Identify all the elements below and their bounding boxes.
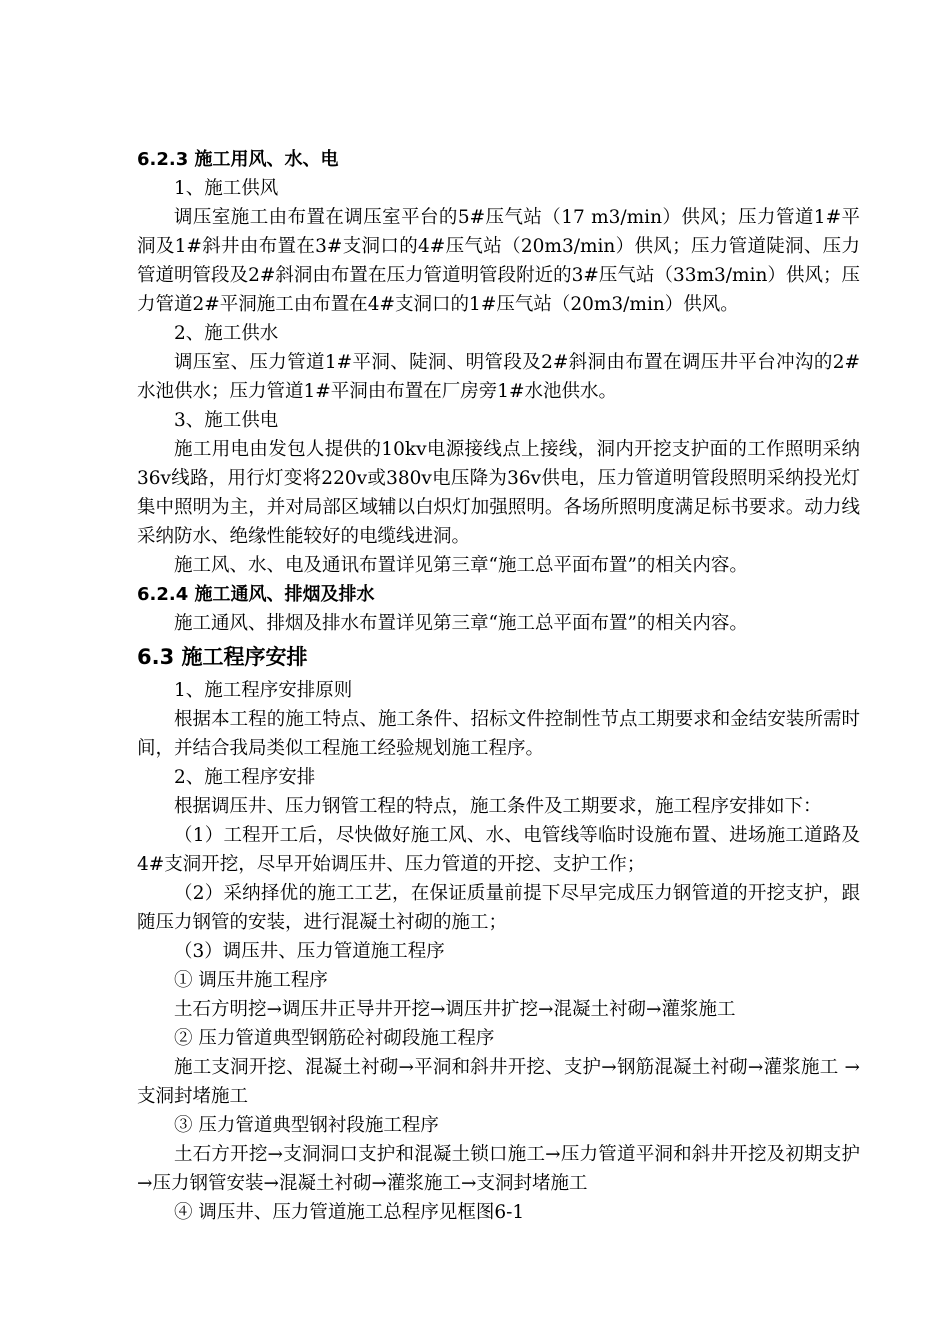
list-item-principles: 1、施工程序安排原则	[174, 680, 353, 701]
subitem-rc-lining-title: ② 压力管道典型钢筋砼衬砌段施工程序	[174, 1028, 495, 1049]
paragraph-water-supply: 调压室、压力管道1#平洞、陡洞、明管段及2#斜洞由布置在调压井平台冲沟的2#水池供水；压力管道1#平洞由布置在厂房旁1#水池供水。	[137, 352, 860, 402]
paragraph-arrangement-intro: 根据调压井、压力钢管工程的特点，施工条件及工期要求，施工程序安排如下：	[174, 796, 822, 817]
paragraph-layout-reference: 施工风、水、电及通讯布置详见第三章“施工总平面布置”的相关内容。	[174, 555, 748, 576]
list-item-wind-supply: 1、施工供风	[174, 178, 279, 199]
list-item-power-supply: 3、施工供电	[174, 410, 279, 431]
document-page	[137, 145, 860, 1227]
subitem-steel-lining-title: ③ 压力管道典型钢衬段施工程序	[174, 1115, 439, 1136]
list-item-water-supply: 2、施工供水	[174, 323, 279, 344]
subitem-overall-procedure: ④ 调压井、压力管道施工总程序见框图6-1	[174, 1202, 525, 1223]
paragraph-step-2: （2）采纳择优的施工工艺，在保证质量前提下尽早完成压力钢管道的开挖支护，跟随压力钢管的安装，进行混凝土衬砌的施工；	[137, 883, 860, 933]
paragraph-ventilation: 施工通风、排烟及排水布置详见第三章“施工总平面布置”的相关内容。	[174, 613, 748, 634]
section-heading-6-2-4: 6.2.4 施工通风、排烟及排水	[137, 584, 375, 605]
paragraph-principles: 根据本工程的施工特点、施工条件、招标文件控制性节点工期要求和金结安装所需时间，并结合我局类似工程施工经验规划施工程序。	[137, 709, 860, 759]
subitem-surge-shaft-title: ① 调压井施工程序	[174, 970, 328, 991]
paragraph-step-1: （1）工程开工后，尽快做好施工风、水、电管线等临时设施布置、进场施工道路及4#支洞开挖，尽早开始调压井、压力管道的开挖、支护工作；	[137, 825, 860, 875]
list-item-arrangement: 2、施工程序安排	[174, 767, 316, 788]
subitem-steel-lining-body: 土石方开挖→支洞洞口支护和混凝土锁口施工→压力管道平洞和斜井开挖及初期支护→压力钢管安装→混凝土衬砌→灌浆施工→支洞封堵施工	[137, 1144, 860, 1194]
section-heading-6-2-3: 6.2.3 施工用风、水、电	[137, 149, 339, 170]
subitem-rc-lining-body: 施工支洞开挖、混凝土衬砌→平洞和斜井开挖、支护→钢筋混凝土衬砌→灌浆施工 →支洞封堵施工	[137, 1057, 860, 1107]
paragraph-step-3: （3）调压井、压力管道施工程序	[174, 941, 445, 962]
paragraph-wind-supply: 调压室施工由布置在调压室平台的5#压气站（17 m3/min）供风；压力管道1#平洞及1#斜井由布置在3#支洞口的4#压气站（20m3/min）供风；压力管道陡洞、压力管道明管段及2#斜洞由布置在压力管道明管段附近的3#压气站（33m3/min）供风；压力管道2#平洞施工由布置在4#支洞口的1#压气站（20m3/min）供风。	[137, 207, 860, 315]
subitem-surge-shaft-body: 土石方明挖→调压井正导井开挖→调压井扩挖→混凝土衬砌→灌浆施工	[174, 999, 736, 1020]
paragraph-power-supply: 施工用电由发包人提供的10kv电源接线点上接线，洞内开挖支护面的工作照明采纳36v线路，用行灯变将220v或380v电压降为36v供电，压力管道明管段照明采纳投光灯集中照明为主，并对局部区域辅以白炽灯加强照明。各场所照明度满足标书要求。动力线采纳防水、绝缘性能较好的电缆线进洞。	[137, 439, 860, 547]
section-heading-6-3: 6.3 施工程序安排	[137, 645, 308, 669]
